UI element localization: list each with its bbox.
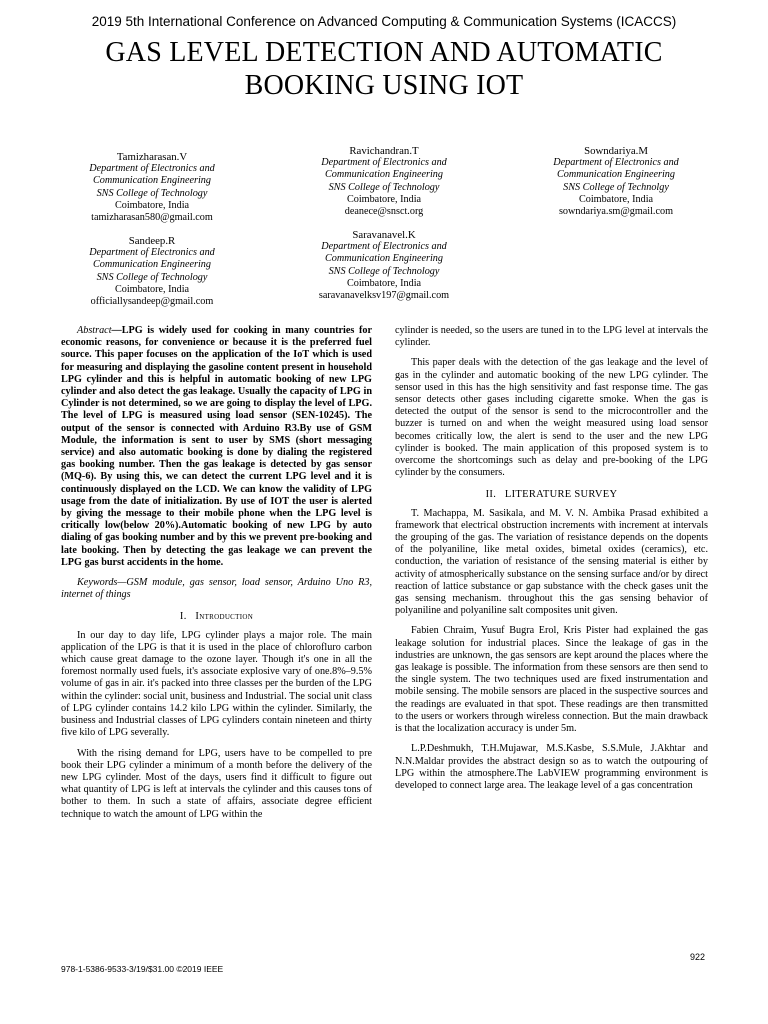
left-column	[61, 325, 372, 829]
author-name: Ravichandran.T	[349, 145, 419, 157]
abstract-label: Abstract	[77, 325, 112, 336]
section-heading-introduction	[61, 611, 372, 623]
body-paragraph: L.P.Deshmukh, T.H.Mujawar, M.S.Kasbe, S.S.Mule, J.Akhtar and N.N.Maldar provides the abstract design so as to watch the outpouring of LPG within the atmosphere.The LabVIEW programming environment is developed to connect large area. The leakage level of a gas concentration	[395, 743, 708, 791]
author-college: SNS College of Technology	[96, 271, 208, 283]
author-college: SNS College of Technology	[328, 181, 440, 193]
author-dept: Communication Engineering	[93, 175, 211, 187]
author-dept: Communication Engineering	[325, 253, 443, 265]
author-email: deanece@snsct.org	[344, 206, 424, 218]
copyright-footer: 978-1-5386-9533-3/19/$31.00 ©2019 IEEE	[61, 964, 224, 974]
author-name: Sandeep.R	[128, 235, 176, 247]
author-dept: Department of Electronics and	[321, 241, 447, 253]
author-city: Coimbatore, India	[114, 283, 190, 295]
body-paragraph: With the rising demand for LPG, users have to be compelled to pre book their LPG cylinder a minimum of a month before the delivery of the new LPG cylinder. Most of the days, users find it difficult to figure out what quantity of LPG is left at intervals the cylinder and this causes tons of bother to them. In such a state of affairs, associate degree efficient technique to watch the amount of LPG within the	[61, 747, 372, 820]
author-block-3	[526, 145, 706, 218]
body-paragraph: In our day to day life, LPG cylinder plays a major role. The main application of the LPG is that it is used in the place of chlorofluro carbon which cause great damage to the ozone layer. Though it's one in all the foremost normally used fuels, it's associate explosive vary of one.8%–9.5% volume of gas in air. it's packed into three classes per the burden of the LPG within the cylinder: social unit, business and Industrial. The social unit class of LPG cylinder contains 14.2 kilo LPG within the cylinder. Similarly, the business and Industrial classes of LPG cylinders contain nineteen and thirty five kilo of LPG severally.	[61, 629, 372, 739]
author-city: Coimbatore, India	[114, 199, 190, 211]
author-dept: Communication Engineering	[93, 259, 211, 271]
author-dept: Department of Electronics and	[553, 157, 679, 169]
abstract-paragraph	[61, 325, 372, 569]
author-college: SNS College of Technolgy	[563, 181, 669, 193]
author-name: Sowndariya.M	[584, 145, 648, 157]
author-college: SNS College of Technology	[96, 187, 208, 199]
paper-title	[40, 36, 728, 102]
author-block-2	[294, 145, 474, 218]
author-name: Tamizharasan.V	[116, 151, 188, 163]
author-email: saravanavelksv197@gmail.com	[318, 290, 450, 302]
author-city: Coimbatore, India	[346, 277, 422, 289]
body-paragraph: Fabien Chraim, Yusuf Bugra Erol, Kris Pister had explained the gas leakage solution for industrial places. Since the leakage of gas in the industries are unknown, the gas sensors are kept around the places where the gas leakage is possible. The information from these sensors are then send to the single system. The two techniques used are fixed instrumentation and mobile sensing. The mobile sensors are placed in the suspective sources and the readings are evaluated in that spot. These readings are then transmitted to the users or workers through wireless connection. But the main drawback is that the localization accuracy is under 5m.	[395, 625, 708, 735]
author-email: officiallysandeep@gmail.com	[90, 296, 214, 308]
author-dept: Department of Electronics and	[89, 163, 215, 175]
author-city: Coimbatore, India	[578, 193, 654, 205]
body-paragraph: cylinder is needed, so the users are tuned in to the LPG level at intervals the cylinder.	[395, 325, 708, 349]
body-paragraph: This paper deals with the detection of the gas leakage and the level of gas in the cylinder and automatic booking of the new LPG cylinder. The sensor used in this has the high sensitivity and fast response time. The gas sensor detects other gases including cigarette smoke. When the gas is detected the output of the sensor is send to the microcontroller and the buzzer is turned on and when the weight measured using load sensor becomes critically low, the alert is send to the user and the new LPG cylinder is booked. The main application of this proposed system is to overcome the shortcomings such as delay and pre-booking of the LPG cylinder by the consumers.	[395, 357, 708, 479]
body-paragraph: T. Machappa, M. Sasikala, and M. V. N. Ambika Prasad exhibited a framework that electrical obstruction increments with increment at intervals the grouping of the gas. The variation of resistance depends on the dopents of the polyaniline, like metal oxides, bimetal oxides (ceramics), etc. conduction, the variation of resistance of the sensing material is either by activity of atmospherically substance on the sensing surface and/or by direct reaction of lattice substance or gap substance with the check gases unit the gas sensing mechanism. throughout this the gas sensing behavior of polyaniline and polyaniline salt composites unit given.	[395, 507, 708, 617]
conference-header: 2019 5th International Conference on Advanced Computing & Communication Systems (ICACCS)	[91, 14, 677, 29]
author-block-4	[62, 235, 242, 308]
author-name: Saravanavel.K	[352, 229, 416, 241]
page-number: 922	[690, 952, 706, 962]
author-block-5	[294, 229, 474, 302]
author-email: tamizharasan580@gmail.com	[91, 212, 213, 224]
title-line-1: GAS LEVEL DETECTION AND AUTOMATIC	[105, 37, 663, 68]
author-dept: Department of Electronics and	[89, 247, 215, 259]
section-number: I.	[179, 611, 187, 623]
author-dept: Department of Electronics and	[321, 157, 447, 169]
author-college: SNS College of Technology	[328, 265, 440, 277]
author-city: Coimbatore, India	[346, 193, 422, 205]
title-line-2: BOOKING USING IOT	[244, 70, 524, 101]
keywords: Keywords—GSM module, gas sensor, load sensor, Arduino Uno R3, internet of things	[61, 577, 372, 601]
section-title: Introduction	[195, 611, 254, 623]
section-heading-literature-survey: II. LITERATURE SURVEY	[485, 489, 618, 501]
abstract-text: —LPG is widely used for cooking in many countries for economic reasons, for convenience or because it is the preferred fuel source. This paper focuses on the application of the IoT which is used for measuring and displaying the gasoline content present in household LPG cylinder and this is helpful in automatic booking of new LPG cylinder and also detect the gas leakage. Usually the capacity of LPG in Cylinder is not determined, so we are going to display the level of LPG. The level of LPG is measured using load sensor (SEN-10245). The output of the sensor is connected with Arduino R3.By use of GSM Module, the information is sent to user by SMS (short messaging service) and also automatic booking is done by dialing the registered gas booking number. Then the gas leakage is detected by gas sensor (MQ-6). By using this, we can detect the current LPG level and it is continuously displayed on the LCD. We can know the validity of LPG usage from the date of initialization. By use of IOT the user is alerted by giving the message to their mobile phone when the LPG level is critically low(below 20%).Automatic booking of new LPG by auto dialing of gas booking number and by this we prevent pre-booking and late booking. Then by detecting the gas leakage we can prevent the LPG gas burst accidents in the home.	[61, 325, 372, 568]
author-block-1	[62, 151, 242, 224]
author-email: sowndariya.sm@gmail.com	[558, 206, 674, 218]
right-column	[395, 325, 708, 800]
author-dept: Communication Engineering	[557, 169, 675, 181]
author-dept: Communication Engineering	[325, 169, 443, 181]
